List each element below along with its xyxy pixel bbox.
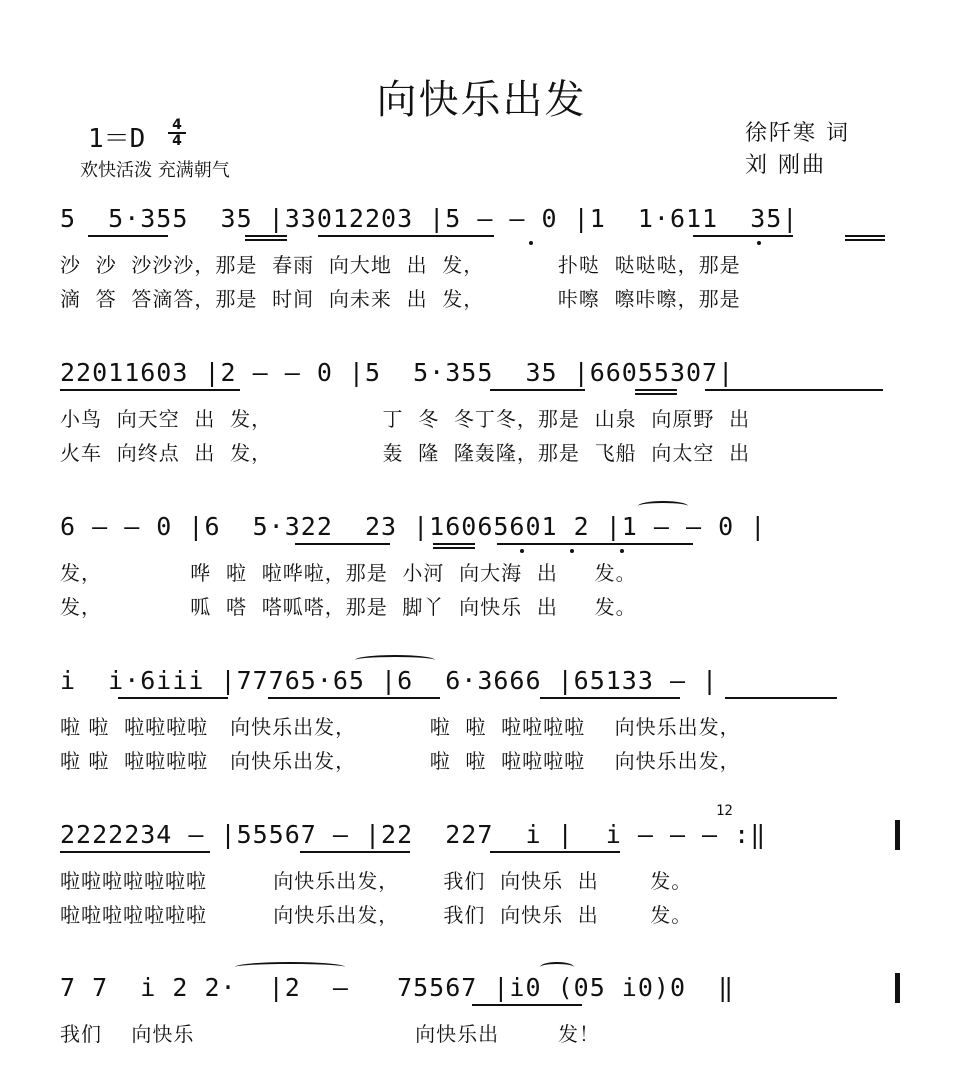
score-system-3 [0,507,963,627]
beam [845,235,885,237]
notation-line: i i·6iii |77765·65 |6 6·3666 |65133 — | [60,666,719,695]
composer-credit: 刘 刚曲 [745,153,826,178]
notation-line: 2222234 — |55567 — |22 227 i | i — — — :‖ [60,820,767,849]
time-signature-top: 4 [172,117,182,133]
tempo-marking: 欢快活泼 充满朝气 [80,160,230,181]
beam [472,1004,582,1006]
beam [705,389,883,391]
notation-line: 5 5·355 35 |33012203 |5 — — 0 |1 1·611 35| [60,204,799,233]
beam [60,851,210,853]
beam [635,393,677,395]
slur [235,962,345,972]
grace-notes: 12 [716,803,733,819]
lyrics-verse-1: 啦啦啦啦啦啦啦 向快乐出发， 我们 向快乐 出 发。 [60,869,693,893]
key-signature: 1＝D [88,124,146,154]
notation-line: 7 7 i 2 2· |2 — 75567 |i0 (05 i0)0 ‖ [60,973,735,1002]
beam [433,543,475,545]
beam [118,697,228,699]
lyrics-verse-2: 啦 啦 啦啦啦啦 向快乐出发， 啦 啦 啦啦啦啦 向快乐出发， [60,749,741,773]
score-system-5 [0,803,963,935]
beam [245,239,287,241]
beam [268,697,440,699]
octave-dot [757,241,761,245]
score-system-4 [0,661,963,781]
lyrics-verse-2: 火车 向终点 出 发， 轰 隆 隆轰隆，那是 飞船 向太空 出 [60,441,751,465]
lyrics-verse-2: 啦啦啦啦啦啦啦 向快乐出发， 我们 向快乐 出 发。 [60,903,693,927]
beam [245,235,287,237]
beam [318,235,494,237]
beam [490,851,620,853]
notation-line: 6 — — 0 |6 5·322 23 |16065601 2 |1 — — 0 | [60,512,767,541]
octave-dot [520,549,524,553]
slur [638,501,688,511]
beam [300,851,410,853]
slur [355,655,435,665]
lyricist-credit: 徐阡寒 词 [745,121,850,146]
beam [725,697,837,699]
notation-line: 22011603 |2 — — 0 |5 5·355 35 |66055307| [60,358,735,387]
beam [497,543,693,545]
octave-dot [529,241,533,245]
lyrics-verse-1: 沙 沙 沙沙沙，那是 春雨 向大地 出 发， 扑哒 哒哒哒，那是 [60,253,741,277]
lyrics-verse-2: 发， 呱 嗒 嗒呱嗒，那是 脚丫 向快乐 出 发。 [60,595,637,619]
beam [88,235,168,237]
score-system-2 [0,353,963,473]
lyrics-verse-1: 我们 向快乐 向快乐出 发！ [60,1022,601,1046]
score-system-6 [0,968,963,1073]
time-signature [168,118,186,148]
score-system-1 [0,199,963,319]
lyrics-verse-1: 啦 啦 啦啦啦啦 向快乐出发， 啦 啦 啦啦啦啦 向快乐出发， [60,715,741,739]
song-title: 向快乐出发 [376,77,587,123]
repeat-barline [895,820,900,850]
beam [845,239,885,241]
lyrics-verse-2: 滴 答 答滴答，那是 时间 向未来 出 发， 咔嚓 嚓咔嚓，那是 [60,287,741,311]
beam [433,547,475,549]
beam [540,697,680,699]
beam [693,235,793,237]
lyrics-verse-1: 小鸟 向天空 出 发， 丁 冬 冬丁冬，那是 山泉 向原野 出 [60,407,751,431]
octave-dot [620,549,624,553]
beam [490,389,585,391]
beam [635,389,677,391]
octave-dot [570,549,574,553]
time-signature-bottom: 4 [168,132,186,148]
lyrics-verse-1: 发， 哗 啦 啦哗啦，那是 小河 向大海 出 发。 [60,561,637,585]
final-barline [895,973,900,1003]
slur [540,962,574,972]
beam [60,389,240,391]
beam [295,543,390,545]
